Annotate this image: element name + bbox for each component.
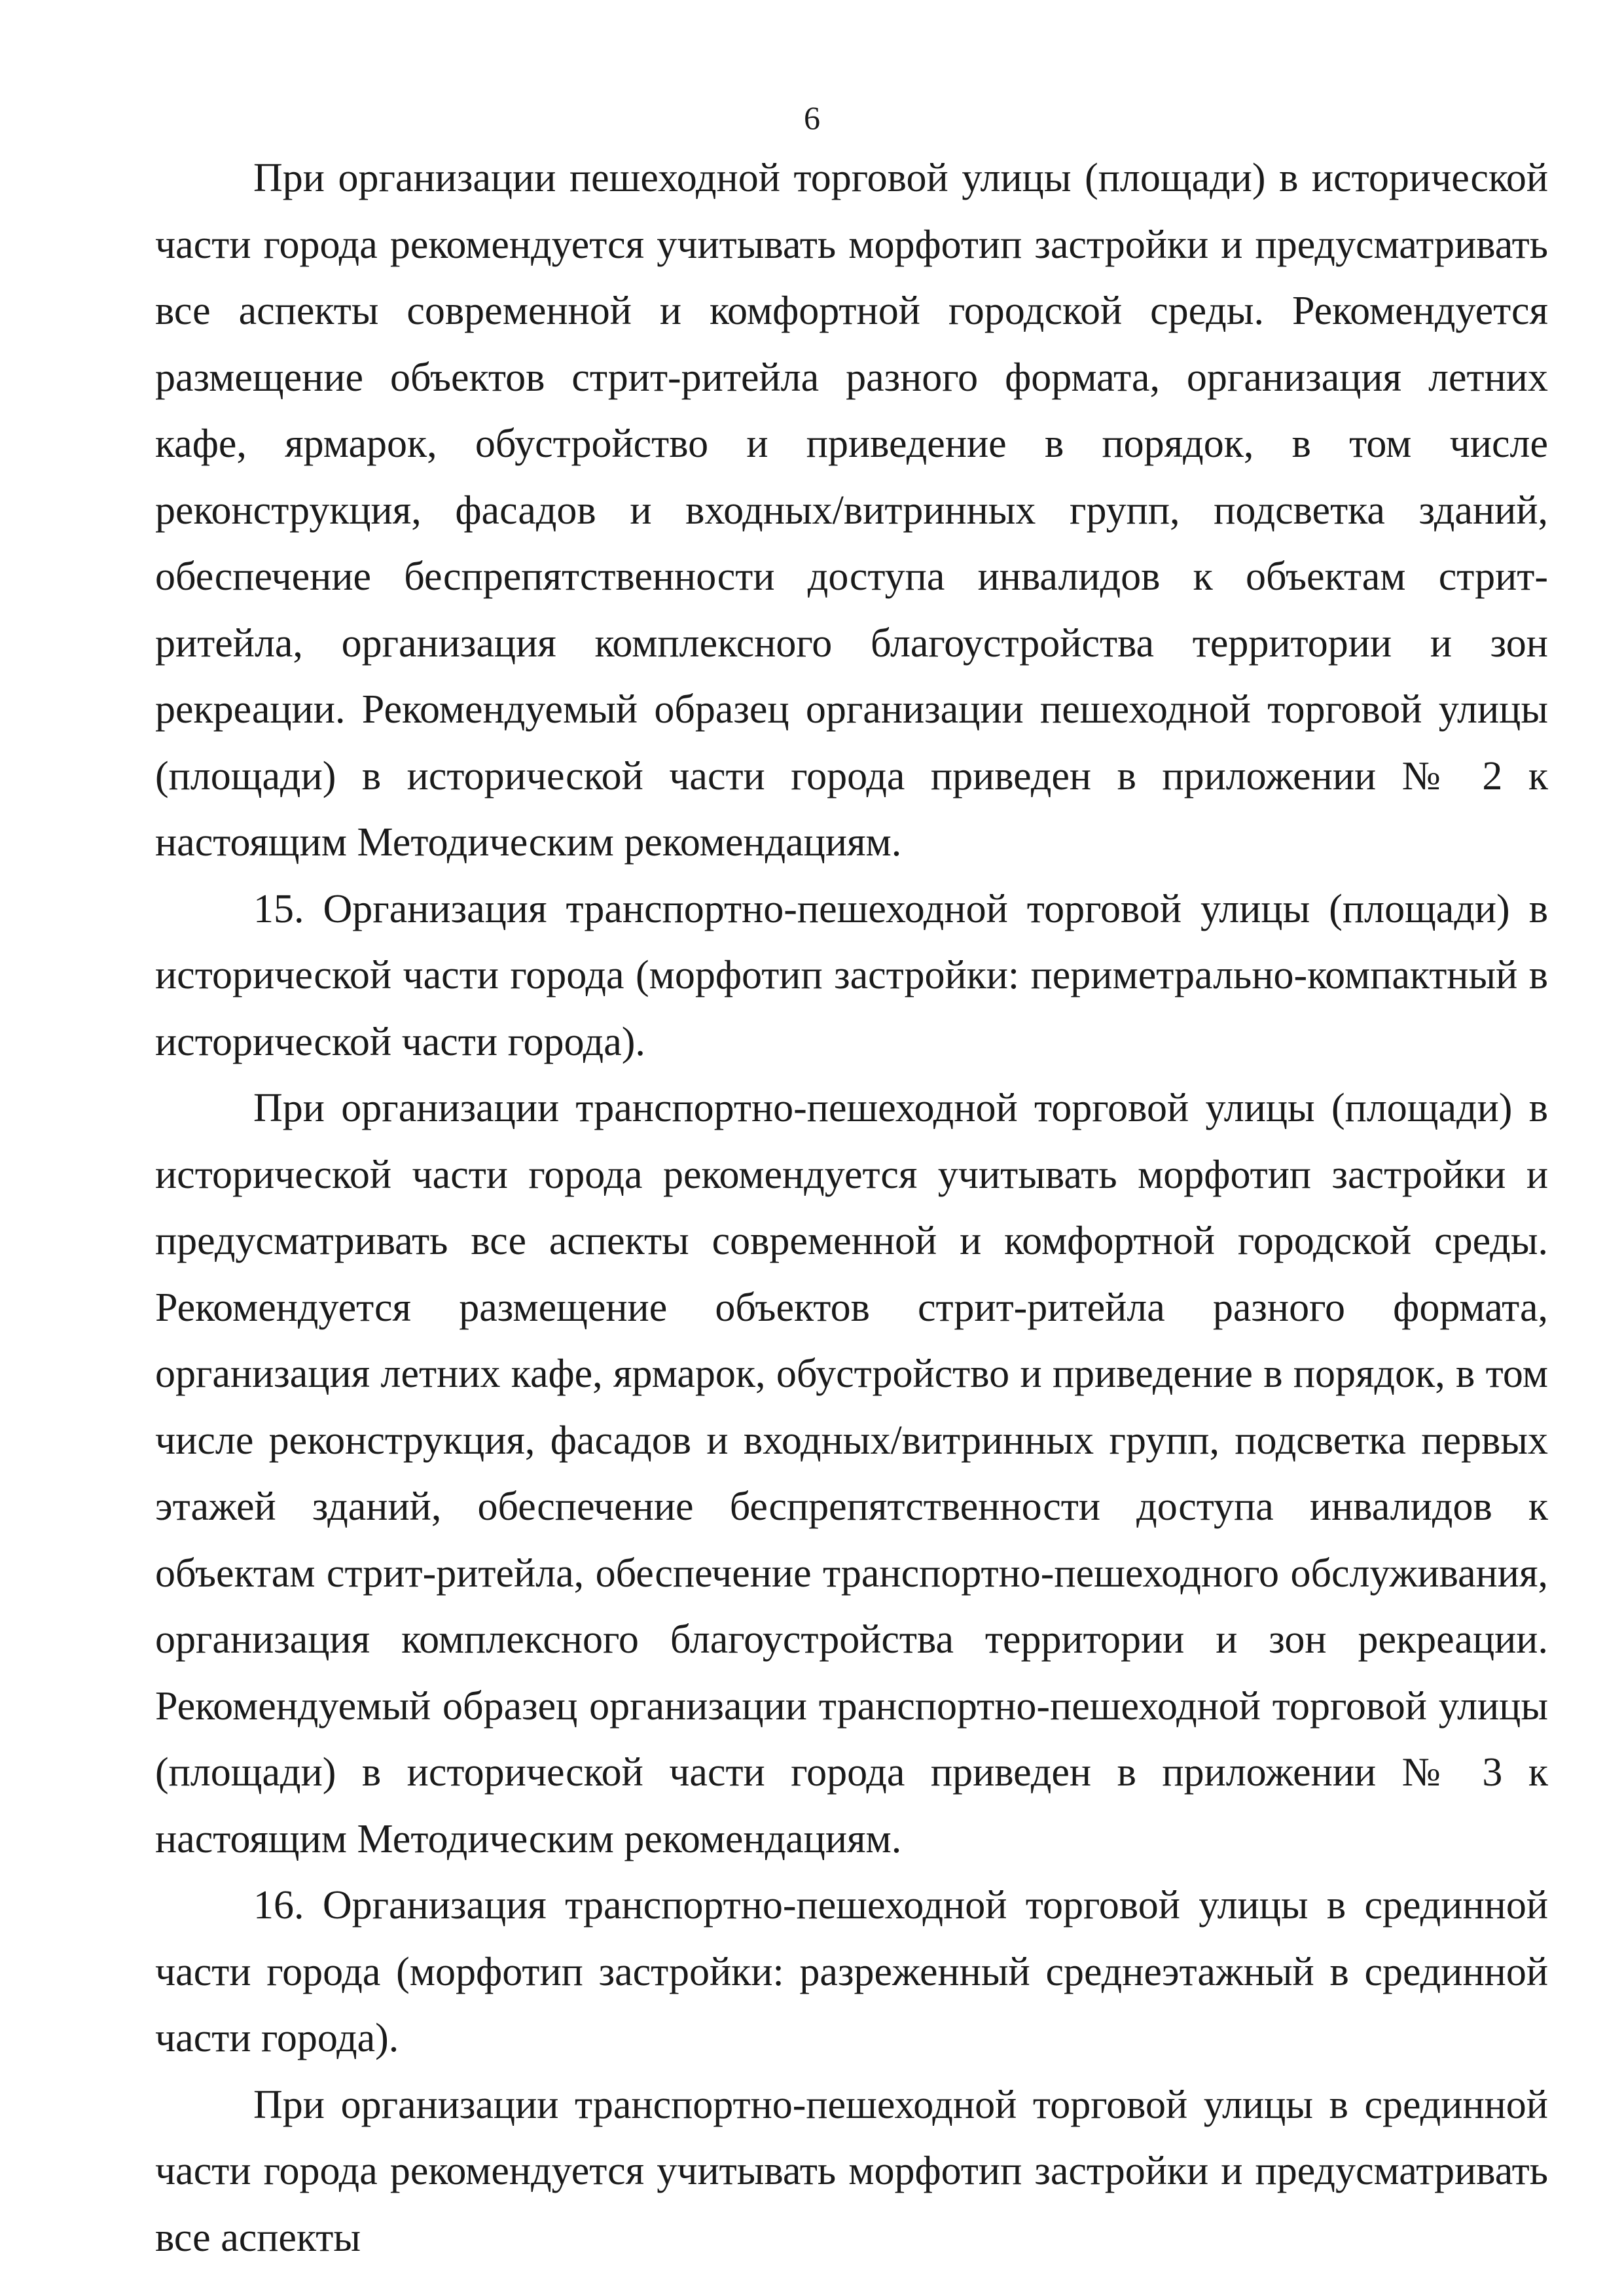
document-body: [155, 145, 1548, 2271]
page-number: 6: [804, 99, 820, 136]
paragraph-pedestrian-street-recommendations: При организации пешеходной торговой улицы (площади) в исторической части города рекомендуется учитывать морфотип застройки и предусматривать все аспекты современной и комфортной городской среды. Рекомендуется размещение объектов стрит-ритейла разного формата, организация летних кафе, ярмарок, обустройство и приведение в порядок, в том числе реконструкция, фасадов и входных/витринных групп, подсветка зданий, обеспечение беспрепятственности доступа инвалидов к объектам стрит-ритейла, организация комплексного благоустройства территории и зон рекреации. Рекомендуемый образец организации пешеходной торговой улицы (площади) в исторической части города приведен в приложении № 2 к настоящим Методическим рекомендациям.: [155, 156, 1548, 865]
paragraph-transport-pedestrian-historic: При организации транспортно-пешеходной торговой улицы (площади) в исторической части города рекомендуется учитывать морфотип застройки и предусматривать все аспекты современной и комфортной городской среды. Рекомендуется размещение объектов стрит-ритейла разного формата, организация летних кафе, ярмарок, обустройство и приведение в порядок, в том числе реконструкция, фасадов и входных/витринных групп, подсветка первых этажей зданий, обеспечение беспрепятственности доступа инвалидов к объектам стрит-ритейла, обеспечение транспортно-пешеходного обслуживания, организация комплексного благоустройства территории и зон рекреации. Рекомендуемый образец организации транспортно-пешеходной торговой улицы (площади) в исторической части города приведен в приложении № 3 к настоящим Методическим рекомендациям.: [155, 1086, 1548, 1861]
section-15-heading: 15. Организация транспортно-пешеходной торговой улицы (площади) в исторической части города (морфотип застройки: периметрально-компактный в исторической части города).: [155, 886, 1548, 1064]
section-16-heading: 16. Организация транспортно-пешеходной торговой улицы в срединной части города (морфотип застройки: разреженный среднеэтажный в срединной части города).: [155, 1883, 1548, 2060]
paragraph-transport-pedestrian-middle-zone: При организации транспортно-пешеходной торговой улицы в срединной части города рекомендуется учитывать морфотип застройки и предусматривать все аспекты: [155, 2082, 1548, 2260]
